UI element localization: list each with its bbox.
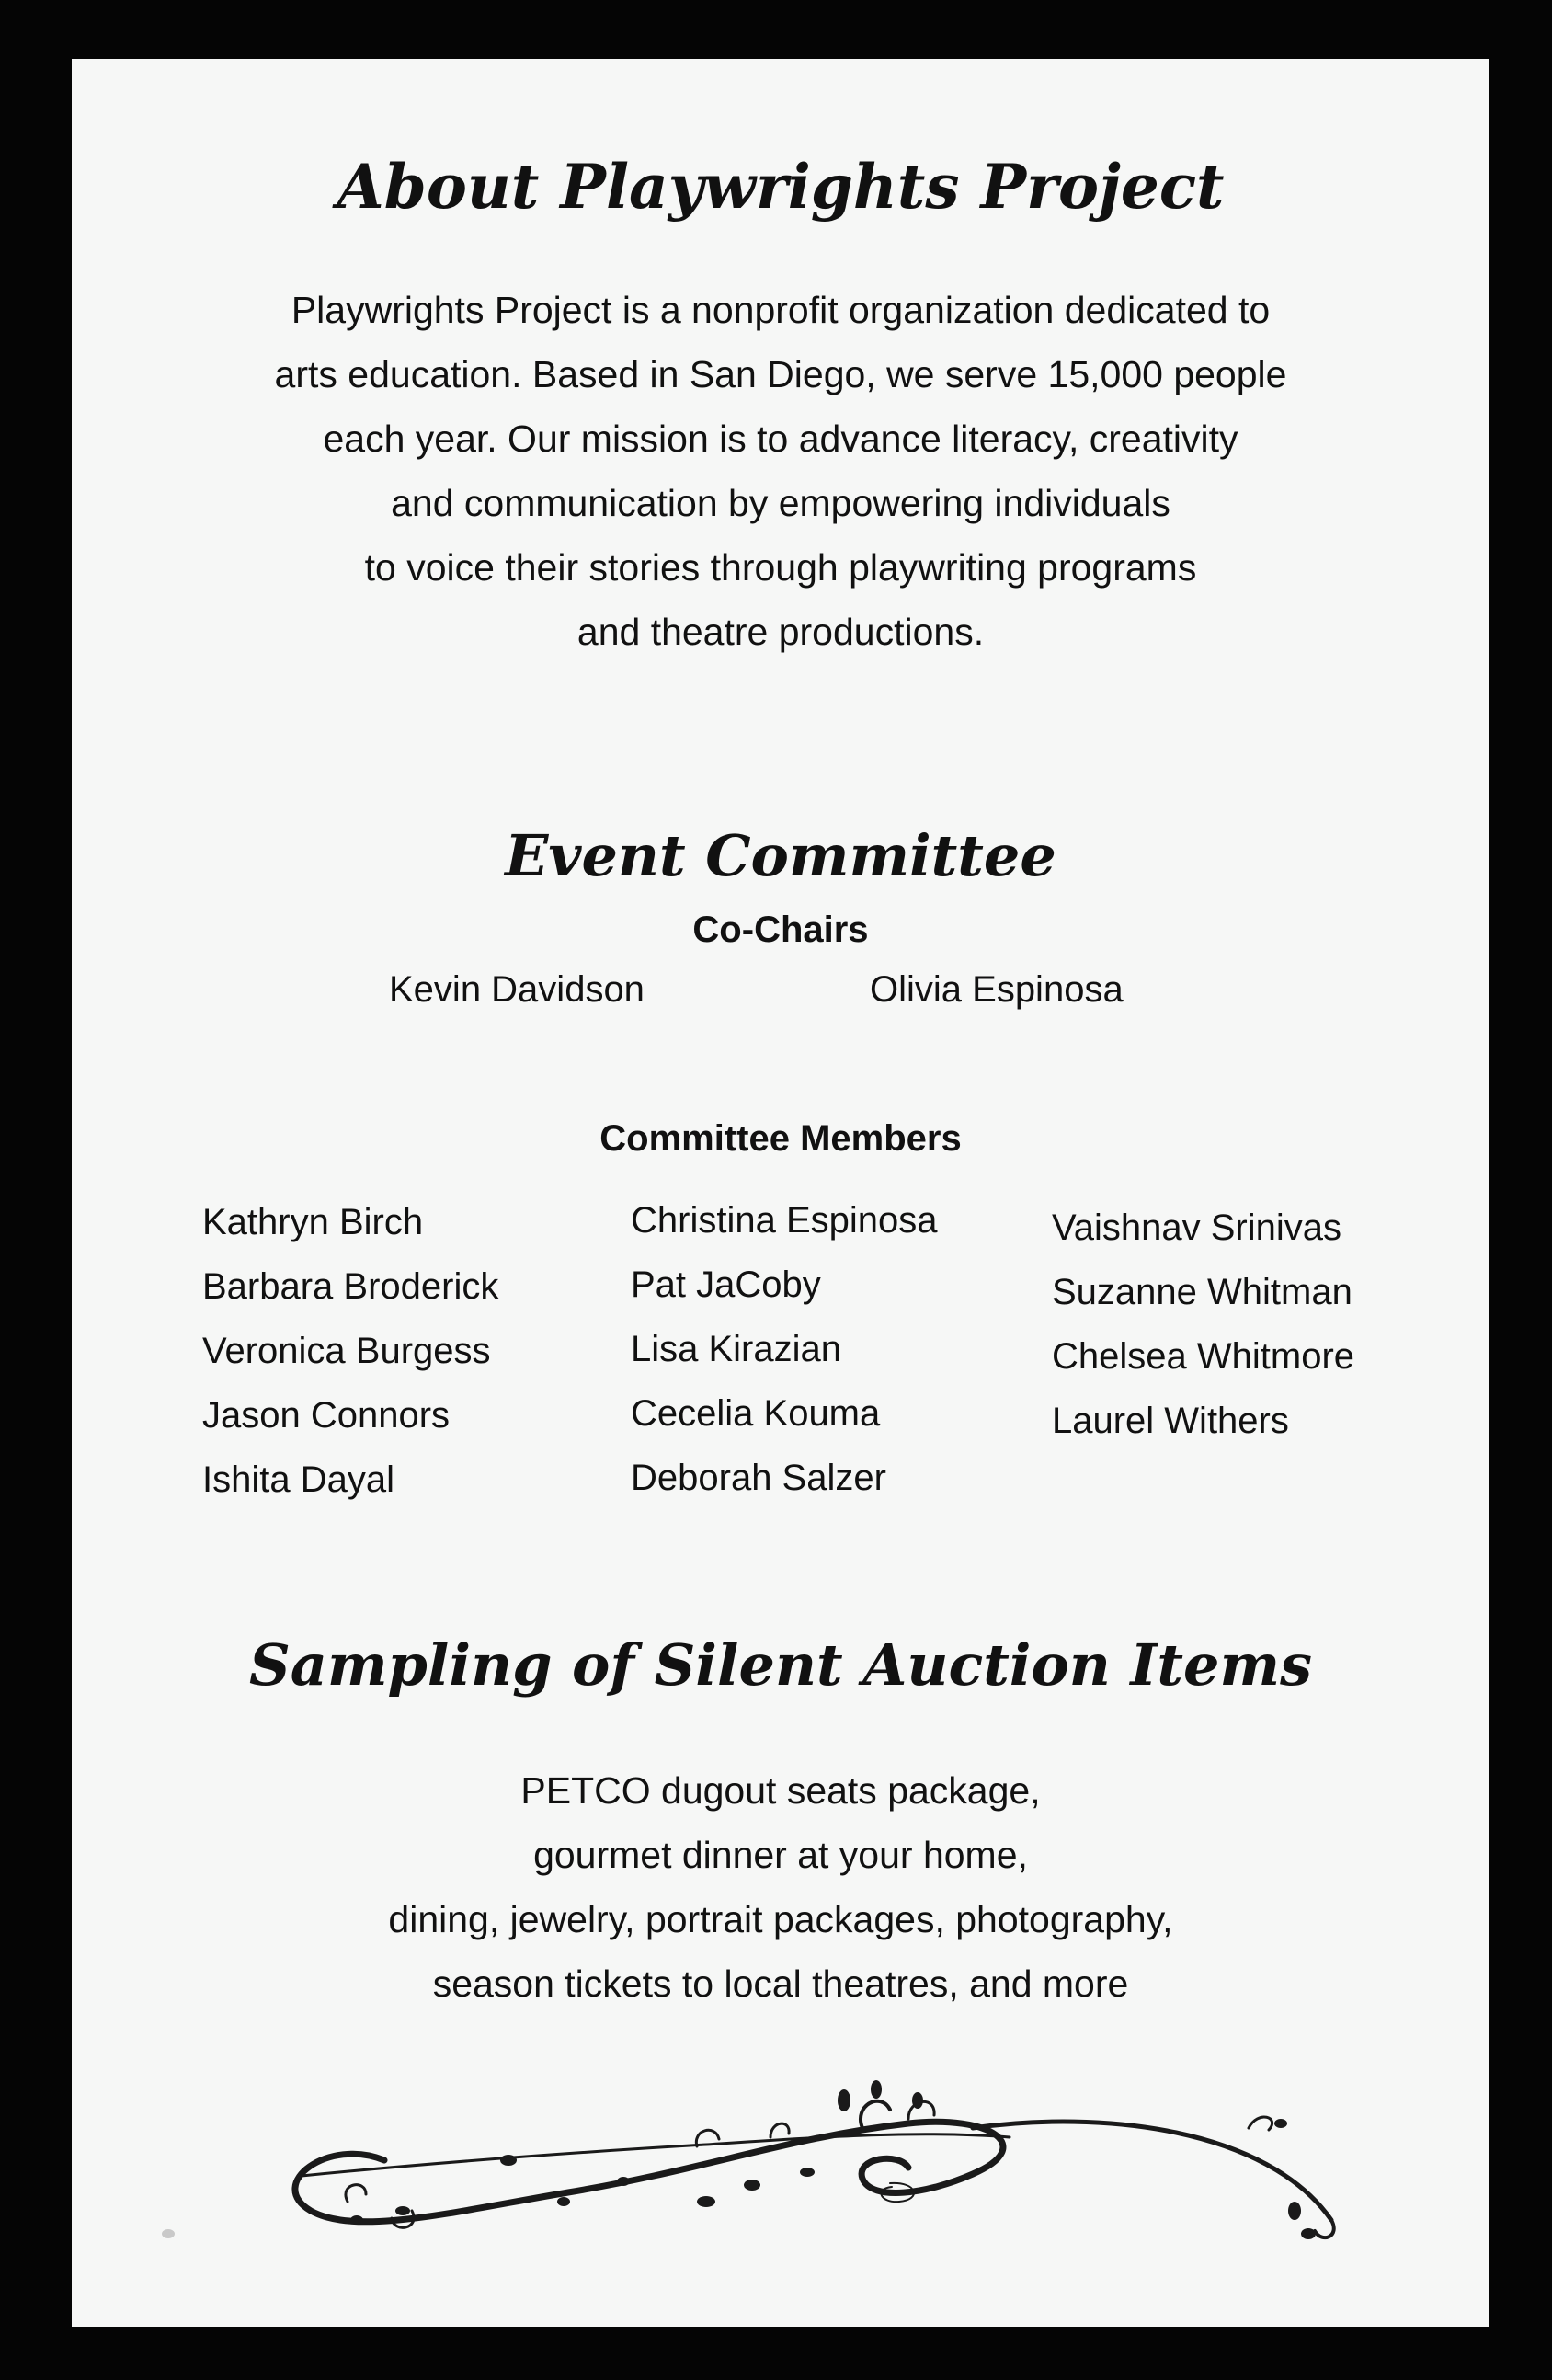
members-column-2 (631, 1188, 938, 1510)
member-name: Lisa Kirazian (631, 1329, 842, 1369)
about-line: arts education. Based in San Diego, we serve 15,000 people (274, 353, 1287, 395)
about-line: Playwrights Project is a nonprofit organization dedicated to (291, 289, 1271, 331)
members-column-1 (202, 1190, 498, 1512)
auction-line: dining, jewelry, portrait packages, photography, (388, 1898, 1173, 1940)
about-heading: About Playwrights Project (337, 151, 1225, 223)
decorative-flourish-icon (274, 2073, 1368, 2248)
member-name: Ishita Dayal (202, 1459, 394, 1500)
cochair-name: Olivia Espinosa (870, 969, 1124, 1010)
committee-members-heading: Committee Members (599, 1118, 962, 1159)
about-line: to voice their stories through playwriting programs (364, 546, 1197, 589)
member-name: Christina Espinosa (631, 1200, 938, 1241)
paper-speck (162, 2229, 175, 2238)
member-name: Cecelia Kouma (631, 1393, 881, 1434)
about-line: and communication by empowering individuals (391, 482, 1170, 524)
member-name: Deborah Salzer (631, 1458, 886, 1498)
member-name: Kathryn Birch (202, 1202, 424, 1242)
event-committee-heading: Event Committee (505, 822, 1056, 889)
about-line: and theatre productions. (576, 611, 985, 653)
cochair-name: Kevin Davidson (389, 969, 645, 1010)
member-name: Chelsea Whitmore (1052, 1336, 1355, 1377)
auction-items-paragraph (127, 1758, 1434, 2016)
silent-auction-heading: Sampling of Silent Auction Items (249, 1631, 1312, 1699)
about-paragraph (127, 278, 1434, 664)
cochairs-heading: Co-Chairs (692, 910, 869, 950)
member-name: Suzanne Whitman (1052, 1272, 1352, 1312)
auction-line: gourmet dinner at your home, (533, 1834, 1028, 1876)
about-line: each year. Our mission is to advance literacy, creativity (323, 418, 1238, 460)
members-column-3 (1052, 1196, 1354, 1453)
member-name: Laurel Withers (1052, 1401, 1289, 1441)
member-name: Veronica Burgess (202, 1331, 491, 1371)
member-name: Jason Connors (202, 1395, 451, 1436)
auction-line: PETCO dugout seats package, (520, 1769, 1041, 1812)
member-name: Pat JaCoby (631, 1264, 821, 1305)
program-page (72, 59, 1489, 2327)
member-name: Barbara Broderick (202, 1266, 499, 1307)
member-name: Vaishnav Srinivas (1052, 1207, 1341, 1248)
auction-line: season tickets to local theatres, and more (432, 1962, 1129, 2005)
